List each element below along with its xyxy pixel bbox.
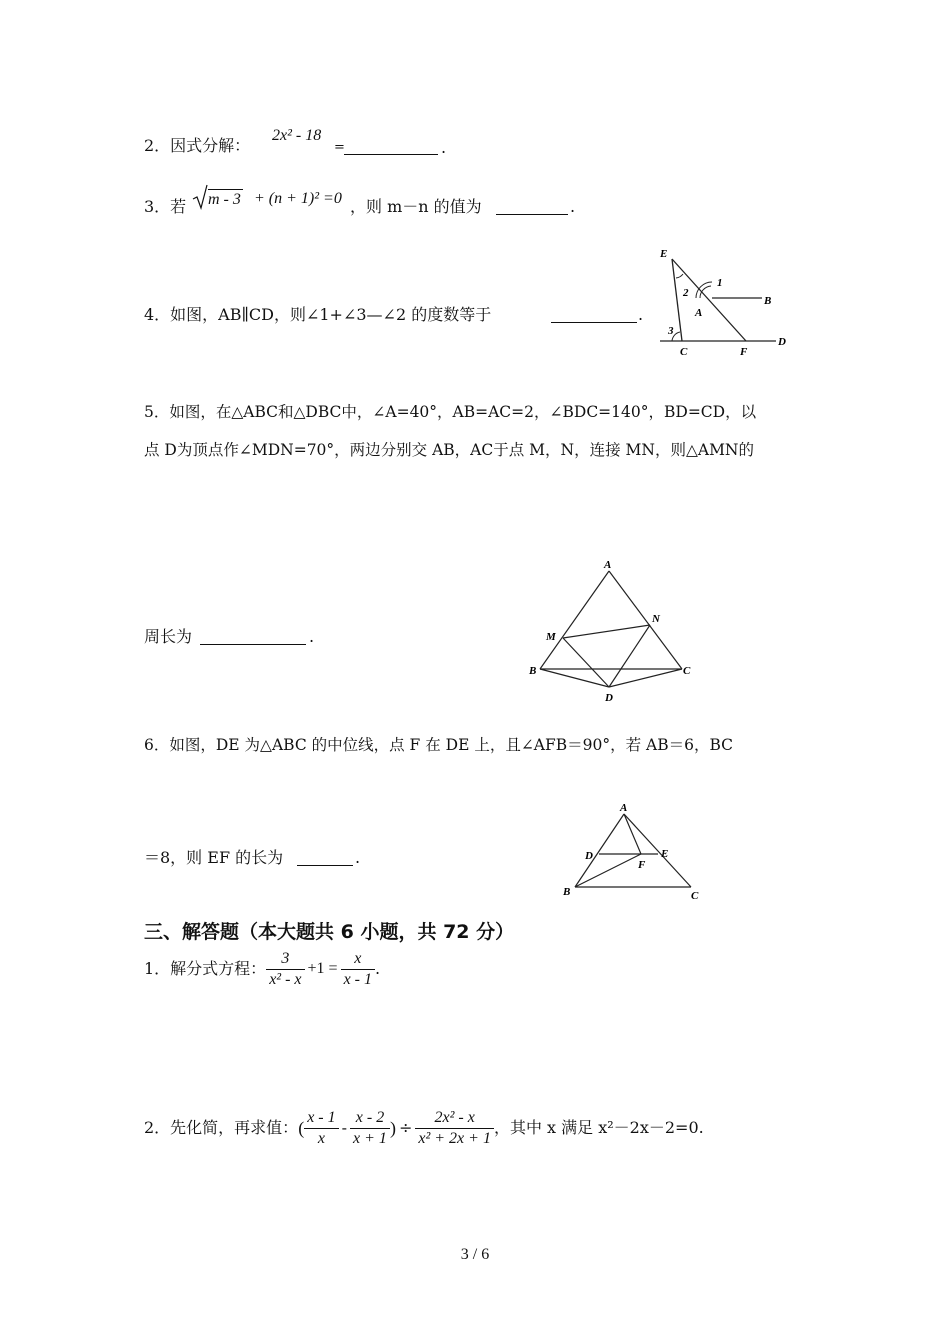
q4-figure (650, 240, 800, 362)
q6-end: . (355, 848, 361, 867)
q2-row (144, 136, 250, 156)
s2-fraction-2 (350, 1108, 390, 1149)
q3-radicand: m - 3 (208, 191, 241, 208)
q4-label-1: 1 (717, 277, 723, 289)
s1-f1-den: x² - x (266, 969, 304, 990)
q5-label-d: D (605, 692, 613, 704)
s2-f1-den: x (304, 1128, 338, 1149)
q6-figure (558, 800, 708, 905)
section3-title: 三、解答题（本大题共 6 小题，共 72 分） (144, 921, 515, 943)
s2-fraction-3 (415, 1108, 494, 1149)
q2-label: 2．因式分解： (144, 136, 251, 155)
q5-line3: 周长为 (144, 627, 193, 646)
q3-answer-blank (496, 200, 568, 215)
s2-fraction-1 (304, 1108, 338, 1149)
q6-line2: ＝8，则 EF 的长为 (144, 848, 284, 867)
q4-label-2: 2 (683, 287, 689, 299)
q4-text: 4．如图，AB∥CD，则∠1+∠3—∠2 的度数等于 (144, 305, 492, 324)
q3-end: . (570, 197, 576, 216)
s2-open-paren: ( (298, 1118, 305, 1138)
q5-answer-blank (200, 630, 306, 645)
q2-answer-blank (344, 140, 438, 155)
s2-close-paren: ) (389, 1118, 396, 1138)
q6-label-e: E (661, 848, 669, 860)
q5-line2: 点 D为顶点作∠MDN=70°，两边分别交 AB，AC于点 M，N，连接 MN，则△AMN的 (144, 441, 754, 459)
s1-fraction-2 (341, 949, 375, 990)
s2-divide: ÷ (398, 1118, 413, 1137)
s2-f2-num: x - 2 (355, 1108, 385, 1126)
page-number: 3 / 6 (460, 1246, 490, 1263)
q4-label-d: D (778, 336, 786, 348)
s1-fraction-1 (266, 949, 304, 990)
q2-expression: 2x² - 18 (272, 127, 322, 144)
q6-label-c: C (691, 890, 699, 902)
q3-expression-rest: + (n + 1)² =0 (254, 190, 342, 207)
s1-row (144, 946, 380, 992)
s1-f2-den: x - 1 (341, 969, 375, 990)
q5-label-c: C (683, 665, 691, 677)
s2-tail: ，其中 x 满足 x²－2x－2=0. (493, 1118, 704, 1137)
q4-label-f: F (740, 346, 748, 358)
s1-mid: +1 = (307, 960, 338, 977)
q5-label-a: A (604, 559, 612, 571)
q4-label-a: A (695, 307, 703, 319)
q5-label-m: M (546, 631, 556, 643)
s2-minus: - (341, 1118, 348, 1137)
q6-label-d: D (585, 850, 593, 862)
q6-label-f: F (638, 859, 646, 871)
q4-label-c: C (680, 346, 688, 358)
q3-label: 3．若 (144, 197, 187, 216)
s1-f1-num: 3 (281, 949, 290, 967)
q4-label-3: 3 (668, 325, 674, 337)
q6-label-b: B (563, 886, 571, 898)
q3-tail: ，则 m－n 的值为 (350, 197, 482, 216)
q4-answer-blank (551, 308, 637, 323)
q6-line1: 6．如图，DE 为△ABC 的中位线，点 F 在 DE 上，且∠AFB＝90°，若 AB＝6，BC (144, 736, 734, 754)
s2-f1-num: x - 1 (307, 1108, 336, 1126)
q4-end: . (638, 305, 644, 324)
q2-end: . (441, 138, 447, 157)
q6-answer-blank (297, 851, 353, 866)
q2-equals: = (334, 140, 345, 155)
q5-line1: 5．如图，在△ABC和△DBC中，∠A=40°，AB=AC=2，∠BDC=140°，BD=CD，以 (144, 403, 757, 421)
s2-label: 2．先化简，再求值： (144, 1118, 299, 1137)
s1-end: . (375, 959, 381, 978)
s2-f3-num: 2x² - x (434, 1108, 475, 1126)
s1-label: 1．解分式方程： (144, 959, 267, 978)
s2-f2-den: x + 1 (350, 1128, 390, 1149)
s2-row (144, 1104, 704, 1152)
q4-label-b: B (764, 295, 772, 307)
s1-f2-num: x (354, 949, 362, 967)
q4-label-e: E (660, 248, 668, 260)
q5-end: . (309, 627, 315, 646)
s2-f3-den: x² + 2x + 1 (415, 1128, 494, 1149)
q5-label-n: N (652, 613, 660, 625)
q5-figure (520, 555, 705, 705)
q5-label-b: B (529, 665, 537, 677)
q3-sqrt-symbol (192, 184, 208, 214)
q6-label-a: A (620, 802, 628, 814)
